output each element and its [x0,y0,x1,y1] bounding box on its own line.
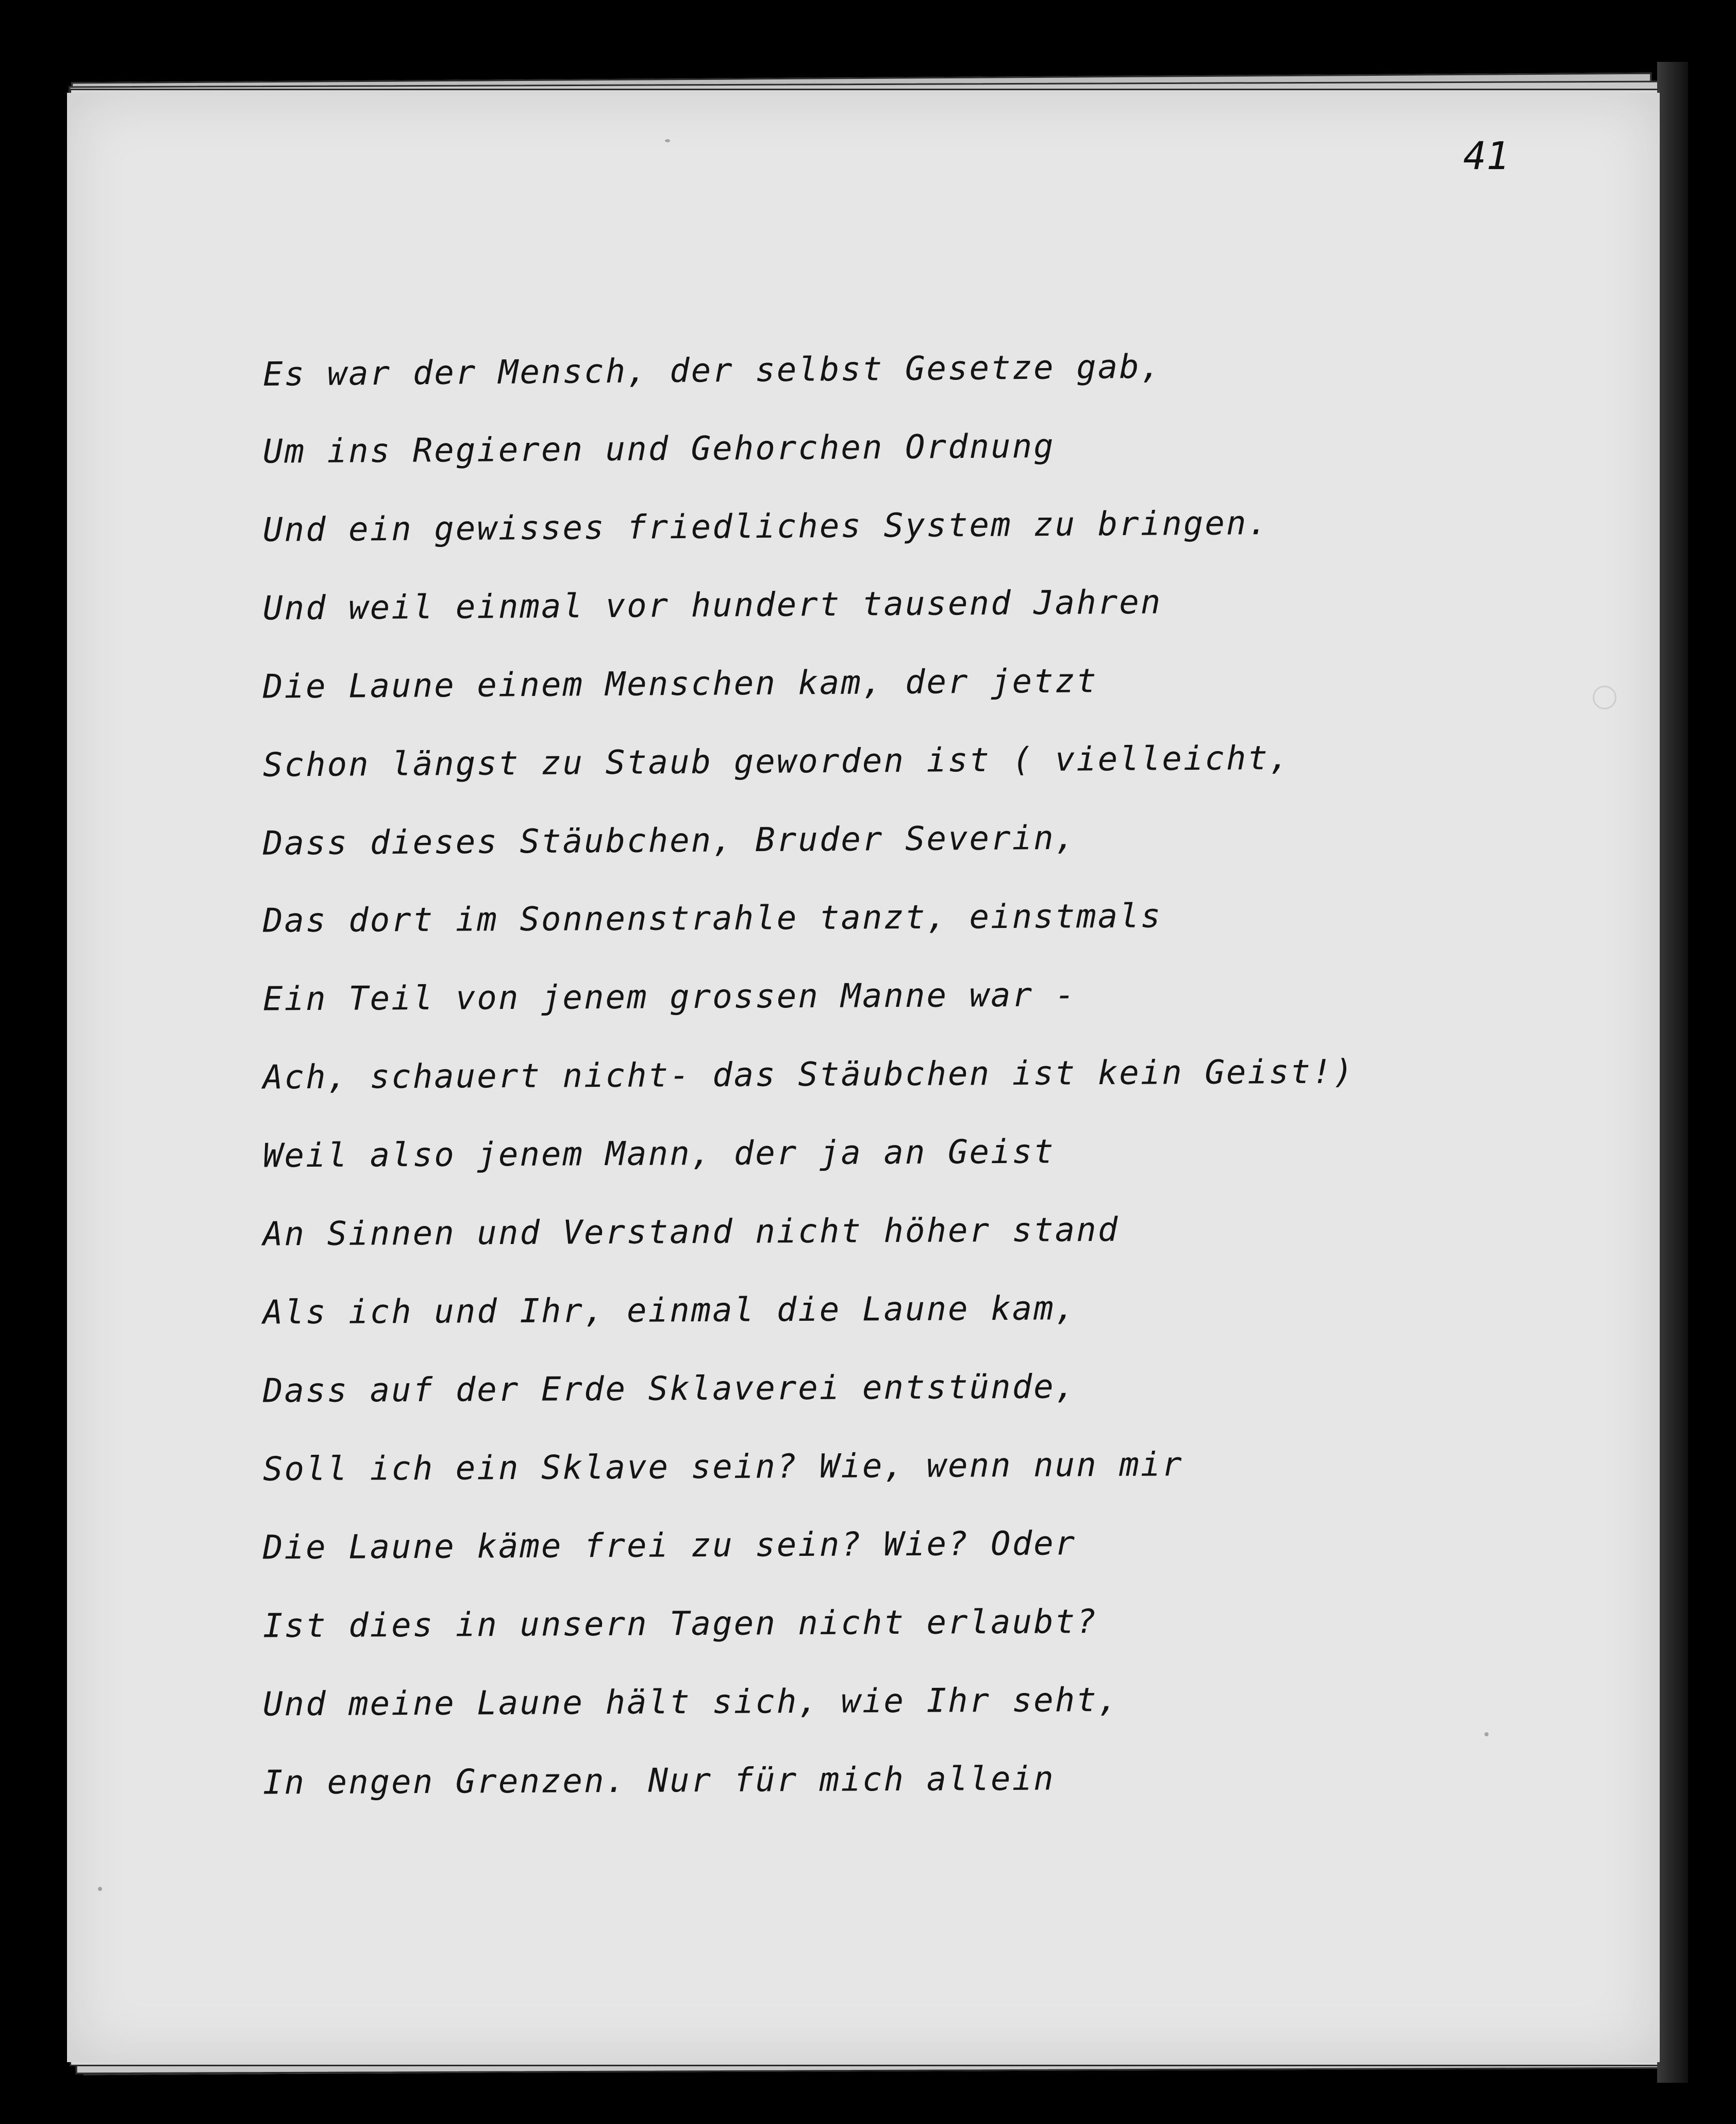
text-line: Ach, schauert nicht- das Stäubchen ist kein Geist!) [262,1053,1355,1097]
paper-speck [98,1887,102,1891]
text-line: Die Laune einem Menschen kam, der jetzt [262,662,1098,706]
text-line: An Sinnen und Verstand nicht höher stand [262,1210,1120,1254]
text-line: Soll ich ein Sklave sein? Wie, wenn nun mir [262,1446,1184,1489]
text-line: Das dort im Sonnenstrahle tanzt, einstmals [262,897,1162,940]
text-line: Dass dieses Stäubchen, Bruder Severin, [262,819,1077,863]
text-line: Ein Teil von jenem grossen Manne war - [262,976,1077,1019]
text-line: Ist dies in unsern Tagen nicht erlaubt? [262,1603,1098,1646]
text-line: Um ins Regieren und Gehorchen Ordnung [262,427,1055,471]
text-line: Die Laune käme frei zu sein? Wie? Oder [262,1524,1077,1567]
text-line: Und meine Laune hält sich, wie Ihr seht, [262,1681,1120,1724]
paper-speck [665,139,670,142]
text-line: In engen Grenzen. Nur für mich allein [262,1760,1055,1802]
text-line: Schon längst zu Staub geworden ist ( vielleicht, [262,739,1291,785]
page-number: 41 [1463,134,1509,178]
paper-mark [1593,686,1616,709]
text-line: Weil also jenem Mann, der ja an Geist [262,1133,1055,1175]
text-line: Es war der Mensch, der selbst Gesetze gab, [262,347,1162,394]
poem-text [263,330,1541,1819]
page-edge-shadow [1657,62,1688,2083]
text-line: Dass auf der Erde Sklaverei entstünde, [262,1368,1077,1411]
text-line: Und weil einmal vor hundert tausend Jahren [262,583,1162,628]
text-line: Als ich und Ihr, einmal die Laune kam, [262,1289,1077,1332]
text-line: Und ein gewisses friedliches System zu bringen. [262,504,1270,550]
